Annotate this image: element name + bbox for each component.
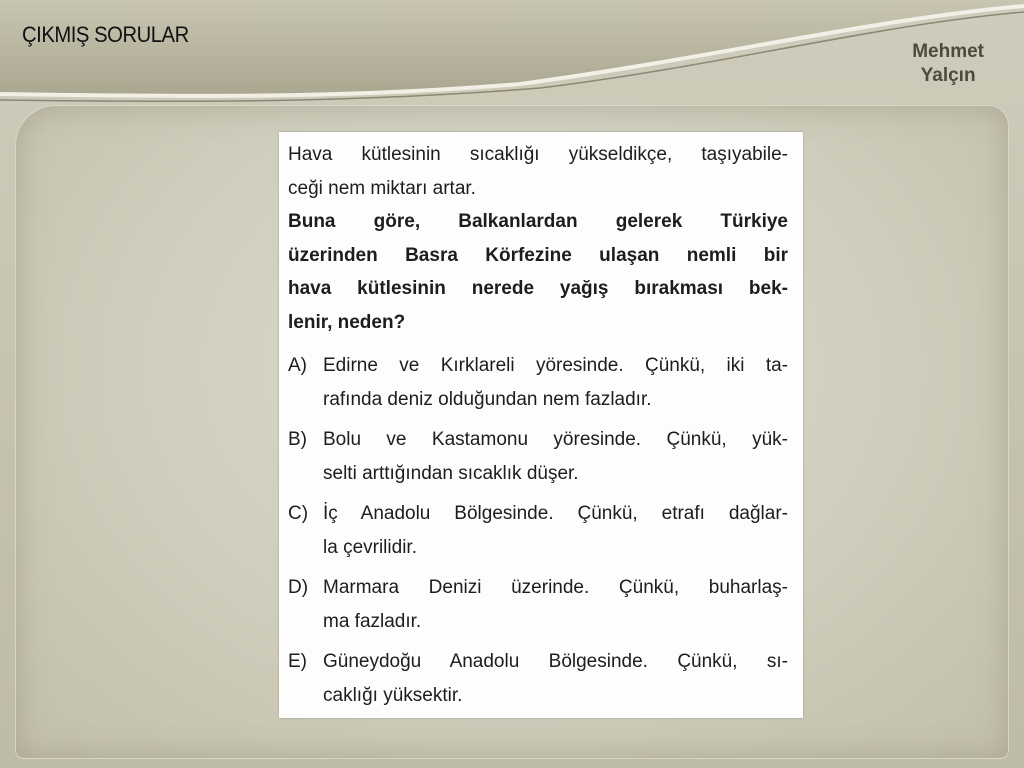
option-e [288, 645, 788, 713]
option-text-line: Bolu ve Kastamonu yöresinde. Çünkü, yük- [323, 429, 788, 450]
option-text-line: la çevrilidir. [323, 537, 417, 558]
option-text-line: ma fazladır. [323, 611, 422, 632]
option-letter: E) [288, 651, 307, 672]
option-letter: C) [288, 503, 309, 524]
option-c [288, 497, 788, 565]
option-a [288, 349, 788, 417]
question-intro-line: Hava kütlesinin sıcaklığı yükseldikçe, taşıyabile- [288, 144, 788, 165]
question-prompt-line: lenir, neden? [288, 311, 406, 333]
header-banner [0, 0, 1024, 110]
question-image [279, 132, 803, 718]
author-name [912, 40, 984, 88]
option-d [288, 571, 788, 639]
question-prompt-line: üzerinden Basra Körfezine ulaşan nemli bir [288, 244, 788, 266]
question-prompt-line: Buna göre, Balkanlardan gelerek Türkiye [288, 211, 788, 232]
answer-options [288, 349, 788, 719]
option-b [288, 423, 788, 491]
option-text-line: rafında deniz olduğundan nem fazladır. [323, 389, 652, 410]
author-last-name: Yalçın [920, 65, 976, 86]
option-letter: A) [288, 355, 307, 376]
question-stem [288, 138, 788, 339]
option-text-line: caklığı yüksektir. [323, 685, 463, 706]
option-text-line: İç Anadolu Bölgesinde. Çünkü, etrafı dağlar- [323, 503, 788, 524]
option-text-line: Güneydoğu Anadolu Bölgesinde. Çünkü, sı- [323, 651, 788, 672]
option-text-line: Marmara Denizi üzerinde. Çünkü, buharlaş- [323, 577, 788, 598]
option-letter: B) [288, 429, 307, 450]
question-prompt-line: hava kütlesinin nerede yağış bırakması bek- [288, 278, 788, 299]
option-text-line: Edirne ve Kırklareli yöresinde. Çünkü, iki ta- [323, 355, 788, 376]
question-intro-line: ceği nem miktarı artar. [288, 177, 476, 199]
option-letter: D) [288, 577, 309, 598]
option-text-line: selti arttığından sıcaklık düşer. [323, 463, 579, 484]
slide-title: ÇIKMIŞ SORULAR [22, 22, 189, 47]
author-first-name: Mehmet [912, 41, 984, 62]
